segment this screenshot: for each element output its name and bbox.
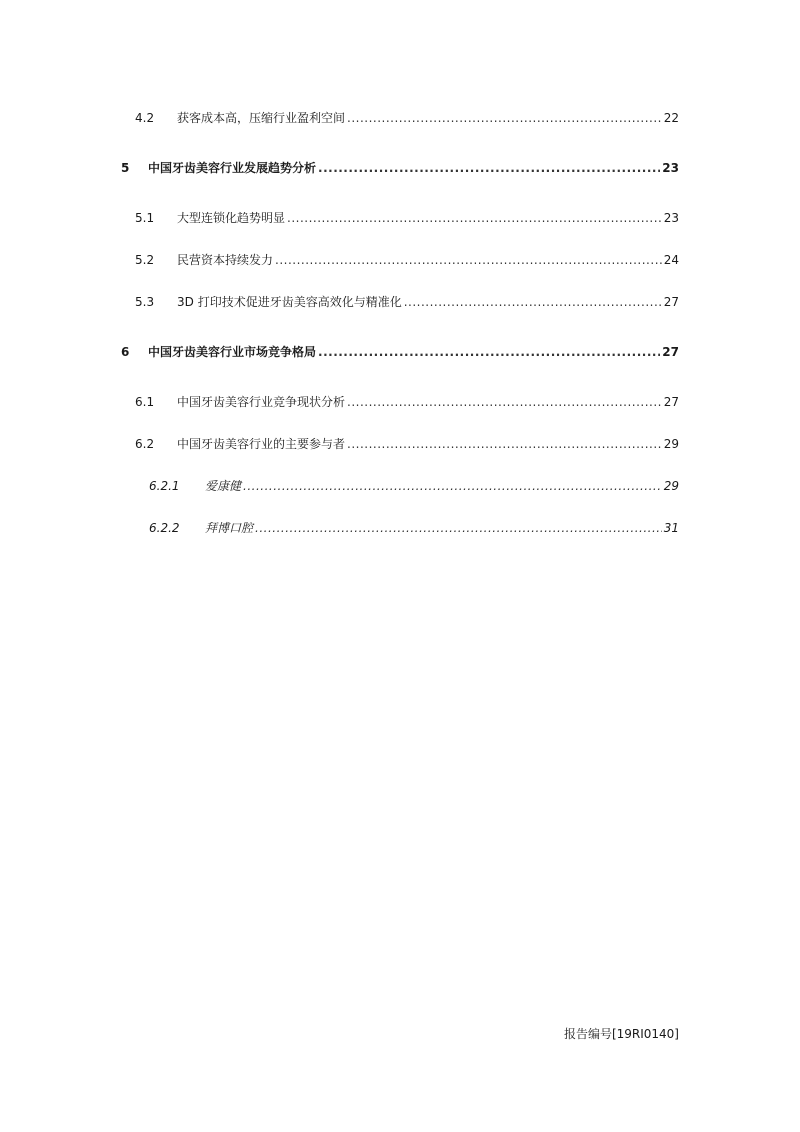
toc-leader [243,476,662,496]
toc-title: 民营资本持续发力 [177,253,274,267]
toc-number: 6.2.1 [149,479,180,493]
toc-number: 5.2 [135,253,155,267]
toc-entry-5-3[interactable] [0,292,800,312]
toc-entry-6-2-1[interactable] [0,476,800,496]
toc-leader [287,208,662,228]
toc-page-number: 27 [662,345,679,359]
toc-entry-6-2-2[interactable] [0,518,800,538]
toc-leader [347,434,662,454]
toc-page-number: 24 [663,253,679,267]
toc-leader [347,392,662,412]
toc-page-number: 23 [662,161,679,175]
toc-number: 6.1 [135,395,155,409]
toc-title: 大型连锁化趋势明显 [177,211,286,225]
toc-entry-6-1[interactable] [0,392,800,412]
toc-entry-6-2[interactable] [0,434,800,454]
report-number: 报告编号[19RI0140] [563,1027,679,1041]
toc-entry-6[interactable] [0,342,800,362]
toc-number: 6 [121,345,130,359]
toc-leader [404,292,662,312]
toc-page-number: 29 [663,479,679,493]
toc-page-number: 23 [663,211,679,225]
toc-title: 中国牙齿美容行业市场竞争格局 [148,345,317,359]
toc-title: 3D 打印技术促进牙齿美容高效化与精准化 [177,295,402,309]
toc-page-number: 27 [663,395,679,409]
toc-title: 爱康健 [205,479,242,493]
toc-title: 中国牙齿美容行业竞争现状分析 [177,395,346,409]
toc-entry-5-2[interactable] [0,250,800,270]
toc-page-number: 27 [663,295,679,309]
toc-leader [318,158,660,178]
toc-number: 6.2 [135,437,155,451]
toc-title: 中国牙齿美容行业的主要参与者 [177,437,346,451]
toc-title: 获客成本高，压缩行业盈利空间 [177,111,346,125]
toc-leader [347,108,662,128]
toc-number: 5 [121,161,130,175]
toc-number: 5.1 [135,211,155,225]
toc-page-number: 31 [663,521,679,535]
toc-number: 4.2 [135,111,155,125]
toc-leader [255,518,662,538]
toc-leader [318,342,660,362]
toc-number: 5.3 [135,295,155,309]
toc-entry-4-2[interactable] [0,108,800,128]
toc-title: 中国牙齿美容行业发展趋势分析 [148,161,317,175]
toc-entry-5-1[interactable] [0,208,800,228]
toc-title: 拜博口腔 [205,521,254,535]
toc-entry-5[interactable] [0,158,800,178]
toc-number: 6.2.2 [149,521,180,535]
toc-leader [275,250,662,270]
toc-page-number: 22 [663,111,679,125]
toc-page-number: 29 [663,437,679,451]
